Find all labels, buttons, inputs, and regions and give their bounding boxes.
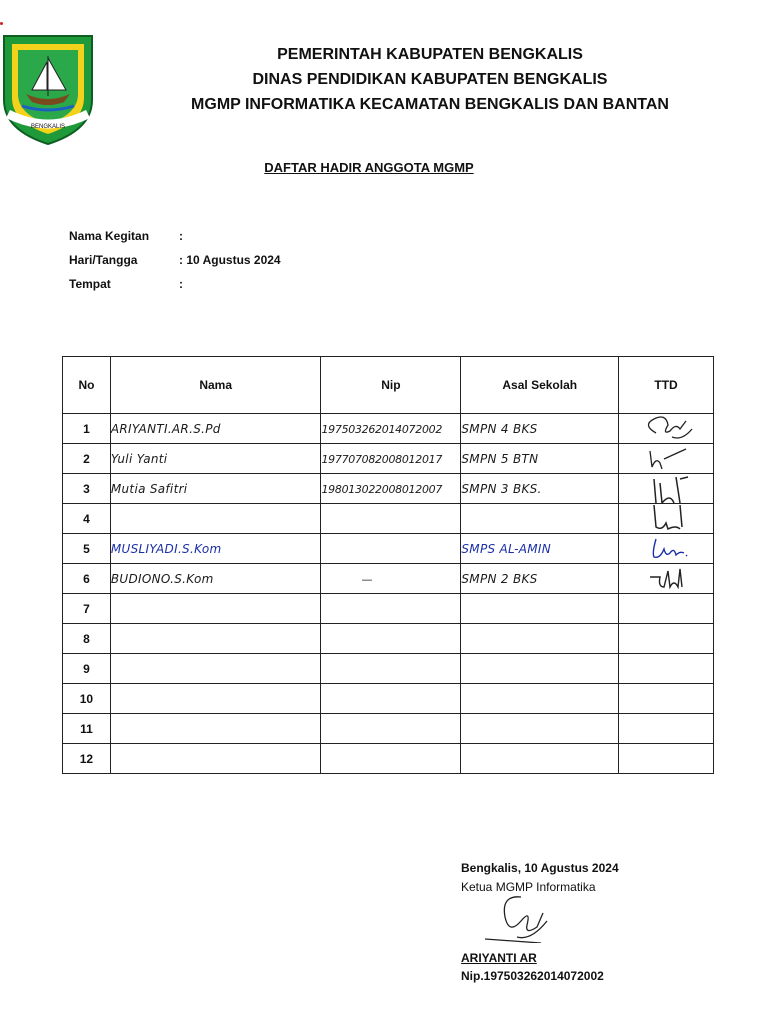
signature-5 [636,535,696,563]
member-school: SMPN 5 BTN [461,451,539,466]
table-row [63,564,714,594]
table-row [63,534,714,564]
table-row [63,624,714,654]
info-label: Tempat [69,277,111,291]
row-number: 5 [63,534,111,564]
member-school: SMPN 2 BKS [461,571,538,586]
document-title: DAFTAR HADIR ANGGOTA MGMP [264,160,474,175]
header-line-2: DINAS PENDIDIKAN KABUPATEN BENGKALIS [252,71,608,88]
chair-signature [481,891,551,943]
row-number: 2 [63,444,111,474]
member-nip: 197707082008012017 [321,452,443,466]
info-value: : [179,277,183,291]
member-school: SMPN 3 BKS. [461,481,542,496]
member-name: MUSLIYADI.S.Kom [110,541,222,556]
row-number: 11 [63,714,111,744]
svg-text:BENGKALIS: BENGKALIS [30,124,66,130]
member-name: BUDIONO.S.Kom [110,571,214,586]
letterhead [130,42,730,117]
row-number: 12 [63,744,111,774]
table-row [63,474,714,504]
column-header-no: No [63,357,111,414]
row-number: 4 [63,504,111,534]
row-number: 7 [63,594,111,624]
place-date: Bengkalis, 10 Agustus 2024 [461,861,619,875]
member-school: SMPN 4 BKS [461,421,538,436]
info-label: Hari/Tangga [69,253,138,267]
member-nip: 198013022008012007 [321,482,443,496]
info-value: : 10 Agustus 2024 [179,253,281,267]
table-row [63,684,714,714]
table-row [63,744,714,774]
row-number: 8 [63,624,111,654]
table-row [63,654,714,684]
signer-nip: Nip.197503262014072002 [461,969,604,983]
info-value: : [179,229,183,243]
header-line-3: MGMP INFORMATIKA KECAMATAN BENGKALIS DAN BANTAN [191,96,669,113]
table-row [63,714,714,744]
signature-6 [636,565,696,593]
member-name: Yuli Yanti [110,451,168,466]
event-info [69,229,281,301]
signature-2 [636,445,696,473]
row-number: 6 [63,564,111,594]
table-header-row [63,357,714,414]
signature-block [461,861,619,988]
signer-name: ARIYANTI AR [461,951,537,965]
table-row [63,444,714,474]
table-row [63,414,714,444]
row-number: 9 [63,654,111,684]
scan-mark [0,22,3,25]
bengkalis-logo [0,30,96,146]
member-nip: 197503262014072002 [321,422,443,436]
attendance-table [62,356,714,774]
info-row [69,253,281,277]
column-header-asal-sekolah: Asal Sekolah [461,357,619,414]
row-number: 1 [63,414,111,444]
info-row [69,229,281,253]
member-name: Mutia Safitri [110,481,188,496]
signature-3 [636,475,696,503]
column-header-ttd: TTD [619,357,714,414]
signature-3-tail [636,505,696,533]
row-number: 3 [63,474,111,504]
column-header-nama: Nama [110,357,321,414]
member-nip: — [361,572,373,586]
member-school: SMPS AL-AMIN [461,541,552,556]
header-line-1: PEMERINTAH KABUPATEN BENGKALIS [277,46,583,63]
column-header-nip: Nip [321,357,461,414]
info-label: Nama Kegitan [69,229,150,243]
row-number: 10 [63,684,111,714]
signer-role: Ketua MGMP Informatika [461,880,596,894]
table-row [63,504,714,534]
info-row [69,277,281,301]
table-row [63,594,714,624]
signature-1 [636,415,696,443]
member-name: ARIYANTI.AR.S.Pd [110,421,221,436]
